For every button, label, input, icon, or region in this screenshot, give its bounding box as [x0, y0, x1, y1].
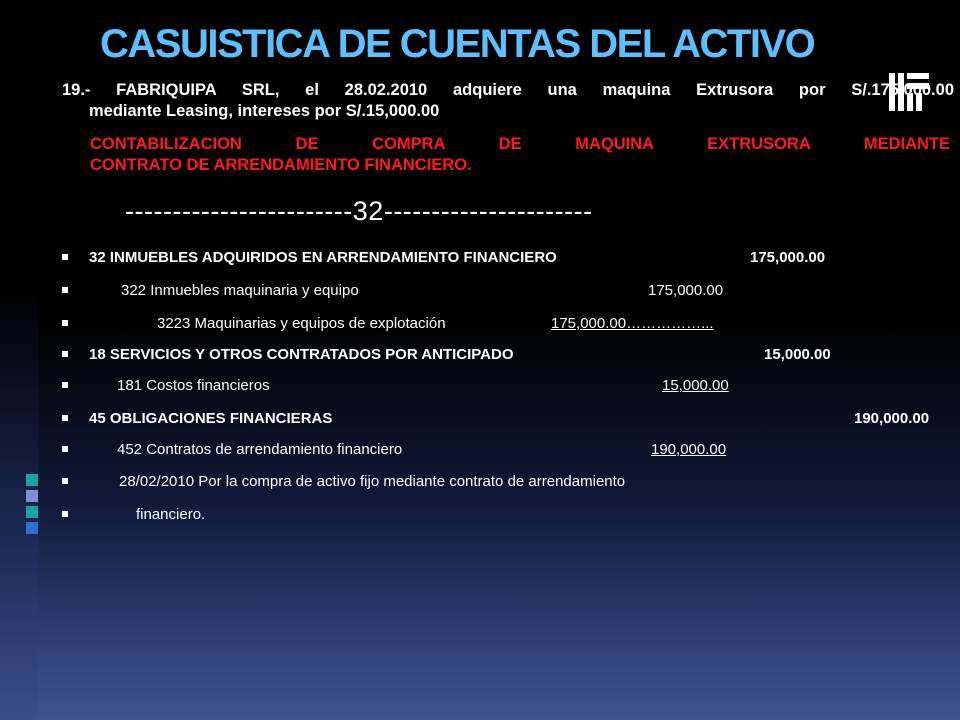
bullet-icon [62, 511, 68, 517]
accent-square [26, 506, 38, 518]
entry-amount: 190,000.00 [651, 441, 727, 458]
entry-label: 32 INMUEBLES ADQUIRIDOS EN ARRENDAMIENTO FINANCIERO [89, 249, 557, 266]
bullet-icon [62, 320, 68, 326]
entry-amount: 190,000.00 [854, 410, 930, 427]
problem-line-1: 19.- FABRIQUIPA SRL, el 28.02.2010 adquiere una maquina Extrusora por S/.175,000.00 [62, 81, 954, 99]
accent-square [26, 490, 38, 502]
problem-statement [62, 80, 954, 122]
journal-divider: ------------------------32---------------------- [125, 196, 593, 226]
bullet-icon [62, 287, 68, 293]
bullet-icon [62, 415, 68, 421]
accent-square [26, 522, 38, 534]
entry-amount: 175,000.00 [648, 282, 724, 299]
entry-amount: 15,000.00 [662, 377, 729, 394]
slide-title: CASUISTICA DE CUENTAS DEL ACTIVO [100, 22, 815, 66]
bullet-icon [62, 254, 68, 260]
bullet-icon [62, 382, 68, 388]
left-bar [0, 0, 38, 720]
bullet-icon [62, 478, 68, 484]
entry-amount: 175,000.00……………... [551, 315, 714, 332]
entry-label: 3223 Maquinarias y equipos de explotación [157, 315, 446, 332]
bullet-icon [62, 351, 68, 357]
contabilizacion-line-1: CONTABILIZACION DE COMPRA DE MAQUINA EXTRUSORA MEDIANTE [90, 135, 950, 153]
entry-amount: 175,000.00 [750, 249, 826, 266]
accent-square [26, 474, 38, 486]
entry-label: 28/02/2010 Por la compra de activo fijo mediante contrato de arrendamiento [119, 473, 626, 490]
bullet-icon [62, 446, 68, 452]
entry-amount: 15,000.00 [764, 346, 831, 363]
problem-line-2: mediante Leasing, intereses por S/.15,000.00 [89, 102, 440, 120]
contabilizacion-heading [90, 134, 950, 176]
entry-label: 45 OBLIGACIONES FINANCIERAS [89, 410, 333, 427]
contabilizacion-line-2: CONTRATO DE ARRENDAMIENTO FINANCIERO. [90, 156, 472, 174]
entry-label: 452 Contratos de arrendamiento financiero [117, 441, 403, 458]
entry-label: 181 Costos financieros [117, 377, 270, 394]
entry-label: 322 Inmuebles maquinaria y equipo [121, 282, 359, 299]
entry-label: 18 SERVICIOS Y OTROS CONTRATADOS POR ANTICIPADO [89, 346, 514, 363]
entry-label: financiero. [136, 506, 206, 523]
